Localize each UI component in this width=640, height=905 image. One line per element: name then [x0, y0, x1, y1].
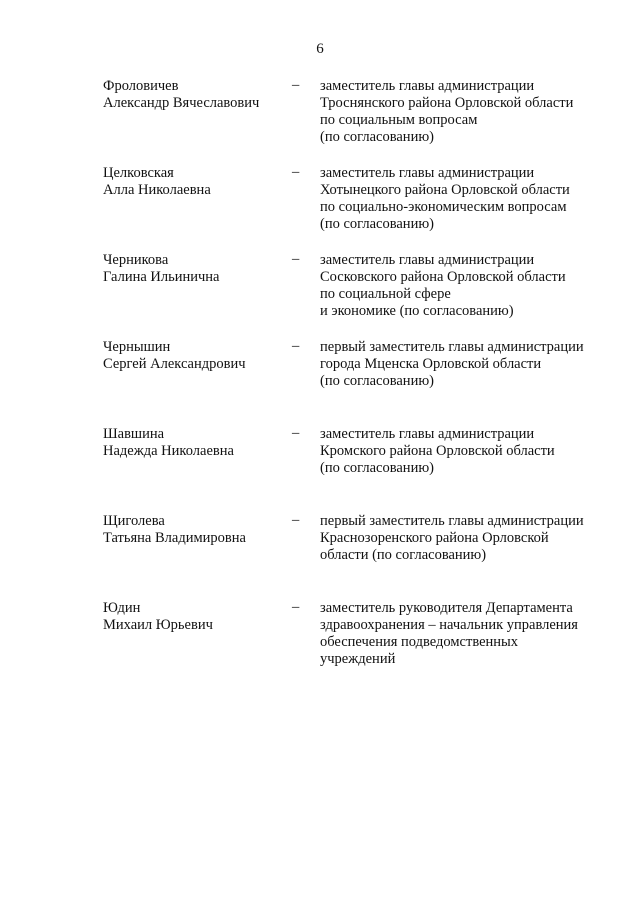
member-entry	[0, 513, 640, 600]
member-given-name: Сергей Александрович	[103, 356, 246, 372]
position-line: по социально-экономическим вопросам	[320, 199, 567, 215]
position-line: заместитель главы администрации	[320, 252, 535, 268]
member-given-name: Татьяна Владимировна	[103, 530, 246, 546]
entry-dash: –	[292, 599, 300, 615]
position-line: по социальной сфере	[320, 286, 451, 302]
member-surname: Щиголева	[103, 513, 165, 529]
member-surname: Чернышин	[103, 339, 171, 355]
entry-dash: –	[292, 251, 300, 267]
member-given-name: Алла Николаевна	[103, 182, 211, 198]
position-line: заместитель главы администрации	[320, 426, 535, 442]
member-position	[320, 600, 620, 668]
member-position	[320, 165, 620, 233]
member-surname: Фроловичев	[103, 78, 179, 94]
position-line: (по согласованию)	[320, 373, 434, 389]
member-given-name: Надежда Николаевна	[103, 443, 234, 459]
position-line: учреждений	[320, 651, 396, 667]
member-entry	[0, 78, 640, 165]
member-entry	[0, 165, 640, 252]
member-given-name: Галина Ильинична	[103, 269, 220, 285]
position-line: заместитель главы администрации	[320, 78, 535, 94]
position-line: Сосковского района Орловской области	[320, 269, 566, 285]
position-line: заместитель главы администрации	[320, 165, 535, 181]
position-line: (по согласованию)	[320, 460, 434, 476]
member-name	[103, 600, 283, 634]
member-position	[320, 513, 620, 564]
member-entry	[0, 426, 640, 513]
position-line: (по согласованию)	[320, 129, 434, 145]
entry-dash: –	[292, 512, 300, 528]
position-line: Кромского района Орловской области	[320, 443, 555, 459]
member-position	[320, 426, 620, 477]
member-surname: Целковская	[103, 165, 174, 181]
member-entry	[0, 600, 640, 687]
position-line: Краснозоренского района Орловской	[320, 530, 549, 546]
member-name	[103, 426, 283, 460]
member-name	[103, 78, 283, 112]
entry-dash: –	[292, 164, 300, 180]
member-name	[103, 252, 283, 286]
position-line: первый заместитель главы администрации	[320, 339, 584, 355]
member-name	[103, 513, 283, 547]
page-number: 6	[316, 41, 324, 57]
position-line: здравоохранения – начальник управления	[320, 617, 578, 633]
position-line: Троснянского района Орловской области	[320, 95, 574, 111]
member-name	[103, 339, 283, 373]
member-entry	[0, 252, 640, 339]
member-given-name: Александр Вячеславович	[103, 95, 260, 111]
position-line: по социальным вопросам	[320, 112, 478, 128]
member-surname: Шавшина	[103, 426, 165, 442]
position-line: первый заместитель главы администрации	[320, 513, 584, 529]
entry-dash: –	[292, 77, 300, 93]
member-list	[0, 78, 640, 687]
entry-dash: –	[292, 338, 300, 354]
member-entry	[0, 339, 640, 426]
member-position	[320, 339, 620, 390]
position-line: (по согласованию)	[320, 216, 434, 232]
position-line: области (по согласованию)	[320, 547, 487, 563]
position-line: и экономике (по согласованию)	[320, 303, 514, 319]
position-line: города Мценска Орловской области	[320, 356, 542, 372]
member-given-name: Михаил Юрьевич	[103, 617, 213, 633]
member-position	[320, 252, 620, 320]
member-surname: Черникова	[103, 252, 169, 268]
member-surname: Юдин	[103, 600, 141, 616]
position-line: Хотынецкого района Орловской области	[320, 182, 570, 198]
member-position	[320, 78, 620, 146]
member-name	[103, 165, 283, 199]
position-line: обеспечения подведомственных	[320, 634, 519, 650]
position-line: заместитель руководителя Департамента	[320, 600, 573, 616]
entry-dash: –	[292, 425, 300, 441]
